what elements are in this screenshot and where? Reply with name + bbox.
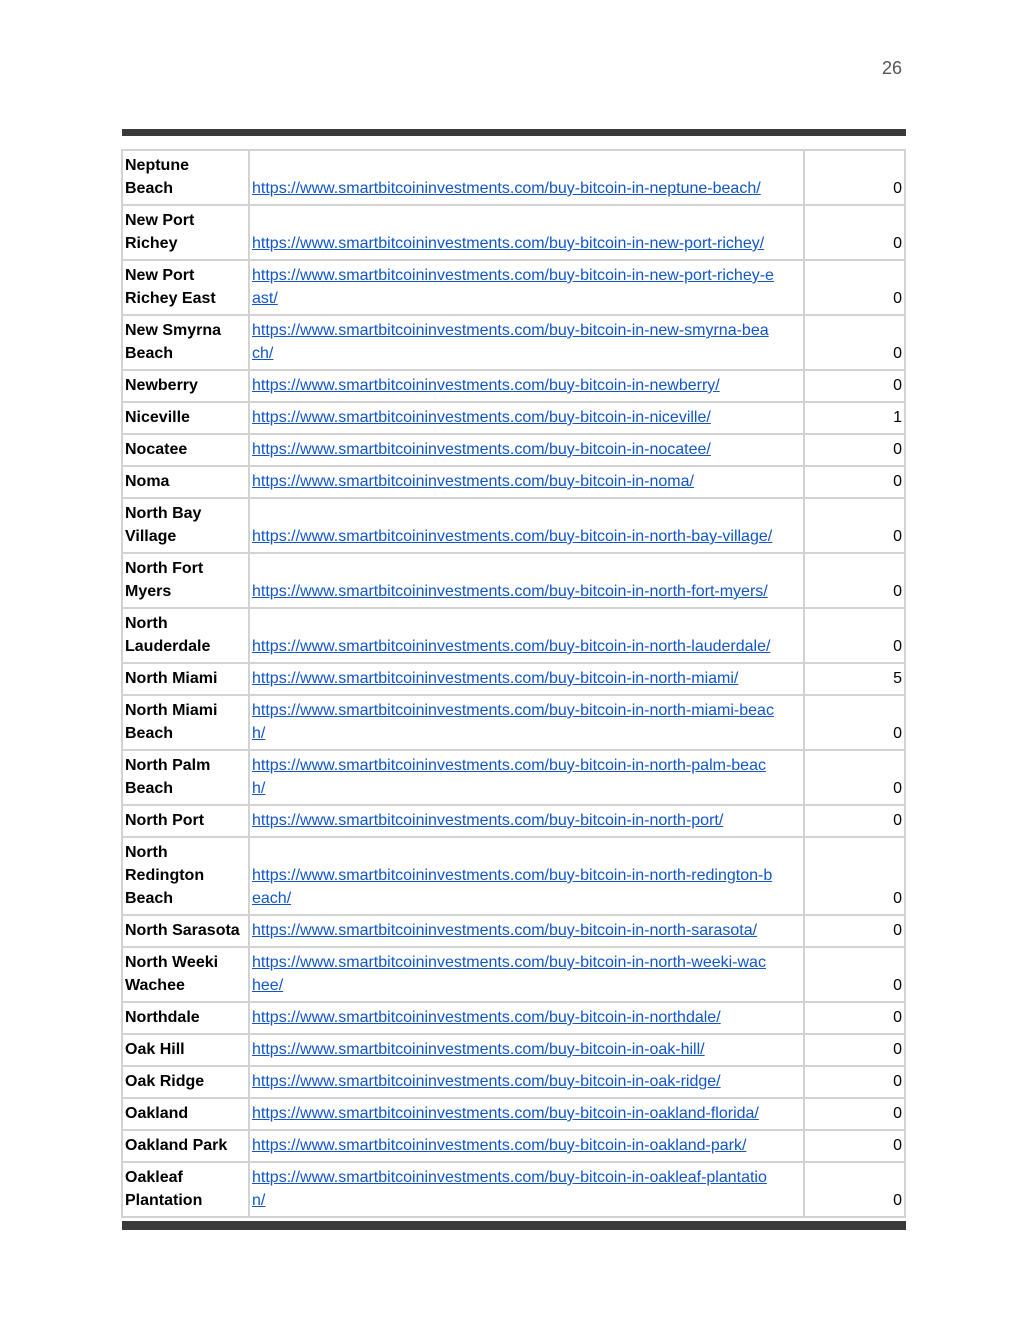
url-cell (249, 837, 804, 915)
count-cell: 0 (804, 1034, 905, 1066)
city-name-line: Newberry (125, 377, 198, 394)
city-name-line: Lauderdale (125, 638, 211, 655)
link-text-line: hee/ (252, 977, 284, 994)
city-link[interactable] (252, 670, 738, 687)
city-link[interactable] (252, 1137, 746, 1154)
table-row (122, 205, 905, 260)
city-link[interactable] (252, 922, 757, 939)
page-number: 26 (881, 58, 902, 78)
table-row (122, 466, 905, 498)
count-cell: 0 (804, 434, 905, 466)
url-cell (249, 608, 804, 663)
link-text-line: https://www.smartbitcoininvestments.com/buy-bitcoin-in-oakleaf-plantatio (252, 1169, 767, 1186)
bottom-rule (122, 1221, 906, 1230)
table-row (122, 434, 905, 466)
count-cell: 0 (804, 947, 905, 1002)
city-link[interactable] (252, 867, 772, 907)
url-cell (249, 1066, 804, 1098)
link-text-line: https://www.smartbitcoininvestments.com/buy-bitcoin-in-north-fort-myers/ (252, 583, 768, 600)
city-name-line: North (125, 615, 168, 632)
city-name-line: Nocatee (125, 441, 188, 458)
city-link[interactable] (252, 757, 766, 797)
table-row (122, 947, 905, 1002)
table-row (122, 608, 905, 663)
count-cell: 0 (804, 695, 905, 750)
city-name-cell (122, 915, 249, 947)
city-name-line: New Port (125, 267, 195, 284)
city-name-cell (122, 1162, 249, 1217)
link-text-line: https://www.smartbitcoininvestments.com/buy-bitcoin-in-oak-hill/ (252, 1041, 705, 1058)
count-cell: 0 (804, 205, 905, 260)
link-text-line: https://www.smartbitcoininvestments.com/buy-bitcoin-in-north-port/ (252, 812, 724, 829)
city-name-line: Oakland (125, 1105, 189, 1122)
count-cell: 0 (804, 498, 905, 553)
city-link[interactable] (252, 954, 766, 994)
city-name-cell (122, 402, 249, 434)
table-row (122, 150, 905, 205)
count-cell: 5 (804, 663, 905, 695)
table-row (122, 1130, 905, 1162)
link-text-line: h/ (252, 780, 266, 797)
city-name-cell (122, 315, 249, 370)
link-text-line: https://www.smartbitcoininvestments.com/buy-bitcoin-in-niceville/ (252, 409, 711, 426)
city-name-line: Plantation (125, 1192, 203, 1209)
table-row (122, 663, 905, 695)
city-name-cell (122, 1066, 249, 1098)
count-cell: 0 (804, 750, 905, 805)
link-text-line: https://www.smartbitcoininvestments.com/buy-bitcoin-in-oak-ridge/ (252, 1073, 721, 1090)
url-cell (249, 915, 804, 947)
city-name-line: Beach (125, 890, 174, 907)
link-text-line: https://www.smartbitcoininvestments.com/buy-bitcoin-in-new-port-richey-e (252, 267, 774, 284)
link-text-line: n/ (252, 1192, 266, 1209)
link-text-line: https://www.smartbitcoininvestments.com/buy-bitcoin-in-new-smyrna-bea (252, 322, 769, 339)
city-link[interactable] (252, 812, 723, 829)
table-row (122, 915, 905, 947)
link-text-line: https://www.smartbitcoininvestments.com/buy-bitcoin-in-north-palm-beac (252, 757, 766, 774)
table-row (122, 260, 905, 315)
city-name-line: Redington (125, 867, 205, 884)
count-cell: 0 (804, 370, 905, 402)
city-link[interactable] (252, 441, 711, 458)
table-row (122, 750, 905, 805)
city-name-line: Village (125, 528, 177, 545)
top-rule (122, 129, 906, 136)
url-cell (249, 315, 804, 370)
url-cell (249, 1002, 804, 1034)
city-name-cell (122, 695, 249, 750)
url-cell (249, 370, 804, 402)
url-cell (249, 1162, 804, 1217)
table-row (122, 1162, 905, 1217)
count-cell: 0 (804, 466, 905, 498)
link-text-line: h/ (252, 725, 266, 742)
url-cell (249, 260, 804, 315)
city-name-line: Neptune (125, 157, 189, 174)
city-name-line: Noma (125, 473, 170, 490)
url-cell (249, 1130, 804, 1162)
city-name-line: Beach (125, 725, 174, 742)
city-link[interactable] (252, 1169, 767, 1209)
link-text-line: https://www.smartbitcoininvestments.com/buy-bitcoin-in-north-bay-village/ (252, 528, 773, 545)
table-row (122, 1098, 905, 1130)
url-cell (249, 434, 804, 466)
link-text-line: https://www.smartbitcoininvestments.com/buy-bitcoin-in-newberry/ (252, 377, 720, 394)
count-cell: 0 (804, 1098, 905, 1130)
url-cell (249, 498, 804, 553)
city-name-cell (122, 466, 249, 498)
link-text-line: ch/ (252, 345, 274, 362)
city-name-line: North (125, 844, 168, 861)
city-link[interactable] (252, 638, 770, 655)
url-cell (249, 402, 804, 434)
city-name-line: New Smyrna (125, 322, 222, 339)
city-name-cell (122, 1098, 249, 1130)
city-name-line: Beach (125, 345, 174, 362)
link-text-line: https://www.smartbitcoininvestments.com/buy-bitcoin-in-noma/ (252, 473, 694, 490)
url-cell (249, 1034, 804, 1066)
city-name-line: Beach (125, 180, 174, 197)
city-name-cell (122, 370, 249, 402)
city-name-cell (122, 837, 249, 915)
count-cell: 0 (804, 1130, 905, 1162)
city-link[interactable] (252, 702, 774, 742)
city-name-line: Niceville (125, 409, 190, 426)
city-name-cell (122, 1130, 249, 1162)
city-name-cell (122, 663, 249, 695)
city-name-line: Beach (125, 780, 174, 797)
city-name-line: North Fort (125, 560, 204, 577)
city-name-line: North Bay (125, 505, 202, 522)
city-name-cell (122, 1034, 249, 1066)
count-cell: 0 (804, 1066, 905, 1098)
url-cell (249, 150, 804, 205)
count-cell: 0 (804, 553, 905, 608)
city-name-line: Oak Hill (125, 1041, 185, 1058)
link-text-line: https://www.smartbitcoininvestments.com/buy-bitcoin-in-north-miami/ (252, 670, 739, 687)
city-url-table (121, 149, 906, 1218)
city-name-cell (122, 805, 249, 837)
table-row (122, 1034, 905, 1066)
table-row (122, 370, 905, 402)
url-cell (249, 1098, 804, 1130)
count-cell: 0 (804, 150, 905, 205)
city-name-cell (122, 260, 249, 315)
city-name-cell (122, 434, 249, 466)
link-text-line: https://www.smartbitcoininvestments.com/buy-bitcoin-in-nocatee/ (252, 441, 711, 458)
city-name-cell (122, 750, 249, 805)
city-name-cell (122, 1002, 249, 1034)
table-row (122, 1002, 905, 1034)
count-cell: 0 (804, 260, 905, 315)
table-row (122, 805, 905, 837)
count-cell: 0 (804, 805, 905, 837)
link-text-line: https://www.smartbitcoininvestments.com/buy-bitcoin-in-oakland-park/ (252, 1137, 747, 1154)
city-link[interactable] (252, 180, 761, 197)
city-link[interactable] (252, 528, 772, 545)
table-row (122, 553, 905, 608)
table-row (122, 695, 905, 750)
city-name-cell (122, 498, 249, 553)
city-name-line: North Miami (125, 702, 218, 719)
link-text-line: https://www.smartbitcoininvestments.com/buy-bitcoin-in-new-port-richey/ (252, 235, 765, 252)
url-cell (249, 466, 804, 498)
city-name-line: Richey (125, 235, 178, 252)
table-row (122, 498, 905, 553)
count-cell: 0 (804, 837, 905, 915)
link-text-line: ast/ (252, 290, 278, 307)
city-link[interactable] (252, 1105, 759, 1122)
city-name-line: North Palm (125, 757, 211, 774)
city-name-line: North Weeki (125, 954, 219, 971)
city-name-cell (122, 150, 249, 205)
url-cell (249, 553, 804, 608)
table-row (122, 402, 905, 434)
url-cell (249, 750, 804, 805)
link-text-line: https://www.smartbitcoininvestments.com/buy-bitcoin-in-north-miami-beac (252, 702, 774, 719)
city-name-line: North Port (125, 812, 205, 829)
city-name-line: Myers (125, 583, 172, 600)
city-name-line: Northdale (125, 1009, 200, 1026)
city-name-line: Oakland Park (125, 1137, 228, 1154)
link-text-line: each/ (252, 890, 292, 907)
table-row (122, 837, 905, 915)
city-name-line: New Port (125, 212, 195, 229)
city-name-cell (122, 947, 249, 1002)
table-row (122, 1066, 905, 1098)
link-text-line: https://www.smartbitcoininvestments.com/buy-bitcoin-in-northdale/ (252, 1009, 721, 1026)
city-link[interactable] (252, 409, 711, 426)
city-name-line: North Sarasota (125, 922, 240, 939)
link-text-line: https://www.smartbitcoininvestments.com/buy-bitcoin-in-north-weeki-wac (252, 954, 766, 971)
city-link[interactable] (252, 322, 769, 362)
count-cell: 0 (804, 915, 905, 947)
city-link[interactable] (252, 583, 768, 600)
link-text-line: https://www.smartbitcoininvestments.com/buy-bitcoin-in-north-redington-b (252, 867, 773, 884)
city-link[interactable] (252, 267, 774, 307)
link-text-line: https://www.smartbitcoininvestments.com/buy-bitcoin-in-north-sarasota/ (252, 922, 758, 939)
city-name-line: Wachee (125, 977, 185, 994)
url-cell (249, 947, 804, 1002)
city-link[interactable] (252, 1041, 705, 1058)
city-name-cell (122, 608, 249, 663)
city-name-line: Richey East (125, 290, 216, 307)
city-link[interactable] (252, 235, 764, 252)
city-name-line: Oak Ridge (125, 1073, 205, 1090)
city-name-line: Oakleaf (125, 1169, 183, 1186)
link-text-line: https://www.smartbitcoininvestments.com/buy-bitcoin-in-north-lauderdale/ (252, 638, 771, 655)
city-link[interactable] (252, 377, 720, 394)
count-cell: 0 (804, 1162, 905, 1217)
city-link[interactable] (252, 1073, 721, 1090)
city-name-cell (122, 205, 249, 260)
link-text-line: https://www.smartbitcoininvestments.com/buy-bitcoin-in-oakland-florida/ (252, 1105, 759, 1122)
count-cell: 0 (804, 315, 905, 370)
link-text-line: https://www.smartbitcoininvestments.com/buy-bitcoin-in-neptune-beach/ (252, 180, 761, 197)
city-name-line: North Miami (125, 670, 218, 687)
city-link[interactable] (252, 1009, 721, 1026)
count-cell: 0 (804, 608, 905, 663)
url-cell (249, 205, 804, 260)
count-cell: 1 (804, 402, 905, 434)
url-cell (249, 695, 804, 750)
city-name-cell (122, 553, 249, 608)
url-cell (249, 663, 804, 695)
city-link[interactable] (252, 473, 694, 490)
count-cell: 0 (804, 1002, 905, 1034)
url-cell (249, 805, 804, 837)
table-row (122, 315, 905, 370)
